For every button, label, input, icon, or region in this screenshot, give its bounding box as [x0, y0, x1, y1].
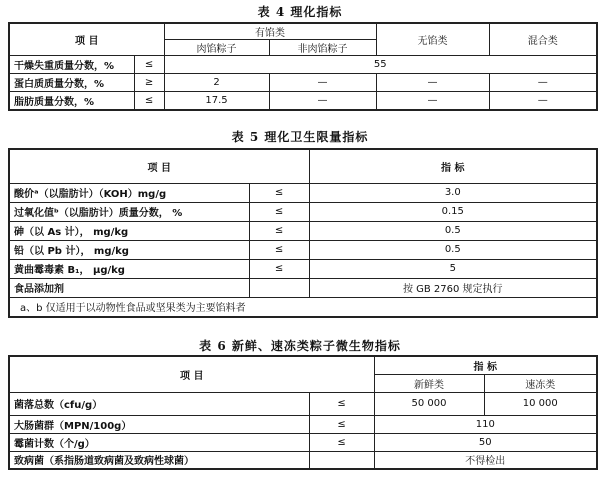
table5 [8, 148, 598, 318]
table4-header-item: 项 目 [9, 23, 164, 56]
row-value: 110 [374, 415, 597, 433]
row-value-nonmeat: — [269, 92, 376, 110]
row-value-nofill: — [376, 92, 489, 110]
table-row [9, 56, 597, 74]
row-label: 过氧化值ᵇ（以脂肪计）质量分数， % [9, 202, 249, 221]
row-symbol [249, 278, 309, 297]
table5-footnote: a、b 仅适用于以动物性食品或坚果类为主要馅料者 [9, 297, 597, 317]
table6-header-item: 项 目 [9, 356, 374, 392]
row-label: 酸价ᵃ（以脂肪计）（KOH）mg/g [9, 183, 249, 202]
row-label: 致病菌（系指肠道致病菌及致病性球菌） [9, 451, 309, 469]
row-label: 食品添加剂 [9, 278, 249, 297]
row-label: 脂肪质量分数，% [9, 92, 134, 110]
table-row [9, 183, 597, 202]
row-value: 55 [164, 56, 597, 74]
table-row [9, 92, 597, 110]
row-symbol: ≤ [249, 202, 309, 221]
row-symbol: ≤ [134, 56, 164, 74]
table6 [8, 355, 598, 470]
table6-caption: 表 6 新鲜、速冻类粽子微生物指标 [199, 339, 401, 353]
row-symbol [309, 451, 374, 469]
row-value-meat: 2 [164, 74, 269, 92]
table-row [9, 433, 597, 451]
table4-header-meat: 肉馅粽子 [164, 40, 269, 56]
row-symbol: ≤ [249, 221, 309, 240]
row-value-mixed: — [489, 74, 597, 92]
table-row [9, 202, 597, 221]
table-row [9, 240, 597, 259]
table4-header-nofill: 无馅类 [376, 23, 489, 56]
row-symbol: ≤ [134, 92, 164, 110]
row-label: 砷（以 As 计）， mg/kg [9, 221, 249, 240]
row-symbol: ≥ [134, 74, 164, 92]
row-symbol: ≤ [249, 183, 309, 202]
row-value-nofill: — [376, 74, 489, 92]
row-symbol: ≤ [249, 259, 309, 278]
row-symbol: ≤ [309, 392, 374, 415]
row-value: 0.5 [309, 221, 597, 240]
row-value: 3.0 [309, 183, 597, 202]
row-value-fresh: 50 000 [374, 392, 484, 415]
row-value-mixed: — [489, 92, 597, 110]
row-value-frozen: 10 000 [484, 392, 597, 415]
table4-header-nonmeat: 非肉馅粽子 [269, 40, 376, 56]
row-symbol: ≤ [309, 433, 374, 451]
table5-caption: 表 5 理化卫生限量指标 [231, 130, 369, 144]
table-row [9, 74, 597, 92]
table5-header-item: 项 目 [9, 149, 309, 183]
row-symbol: ≤ [249, 240, 309, 259]
table-row [9, 451, 597, 469]
table-row [9, 415, 597, 433]
row-label: 蛋白质质量分数，% [9, 74, 134, 92]
row-value: 50 [374, 433, 597, 451]
table4-header-filled: 有馅类 [164, 23, 376, 40]
row-label: 大肠菌群（MPN/100g） [9, 415, 309, 433]
table4-caption: 表 4 理化指标 [257, 5, 343, 19]
row-label: 铅（以 Pb 计）， mg/kg [9, 240, 249, 259]
table-row [9, 278, 597, 297]
row-value: 0.5 [309, 240, 597, 259]
table-row [9, 221, 597, 240]
row-value: 0.15 [309, 202, 597, 221]
row-symbol: ≤ [309, 415, 374, 433]
row-value: 5 [309, 259, 597, 278]
row-label: 菌落总数（cfu/g） [9, 392, 309, 415]
row-label: 黄曲霉毒素 B₁， μg/kg [9, 259, 249, 278]
table5-header-index: 指 标 [309, 149, 597, 183]
table4 [8, 22, 598, 111]
row-label: 干燥失重质量分数，% [9, 56, 134, 74]
row-value-meat: 17.5 [164, 92, 269, 110]
table4-header-mixed: 混合类 [489, 23, 597, 56]
row-value-nonmeat: — [269, 74, 376, 92]
row-value: 按 GB 2760 规定执行 [309, 278, 597, 297]
table6-header-frozen: 速冻类 [484, 374, 597, 392]
table-row [9, 259, 597, 278]
table6-header-fresh: 新鲜类 [374, 374, 484, 392]
table-row [9, 392, 597, 415]
row-value: 不得检出 [374, 451, 597, 469]
row-label: 霉菌计数（个/g） [9, 433, 309, 451]
table6-header-index: 指 标 [374, 356, 597, 374]
